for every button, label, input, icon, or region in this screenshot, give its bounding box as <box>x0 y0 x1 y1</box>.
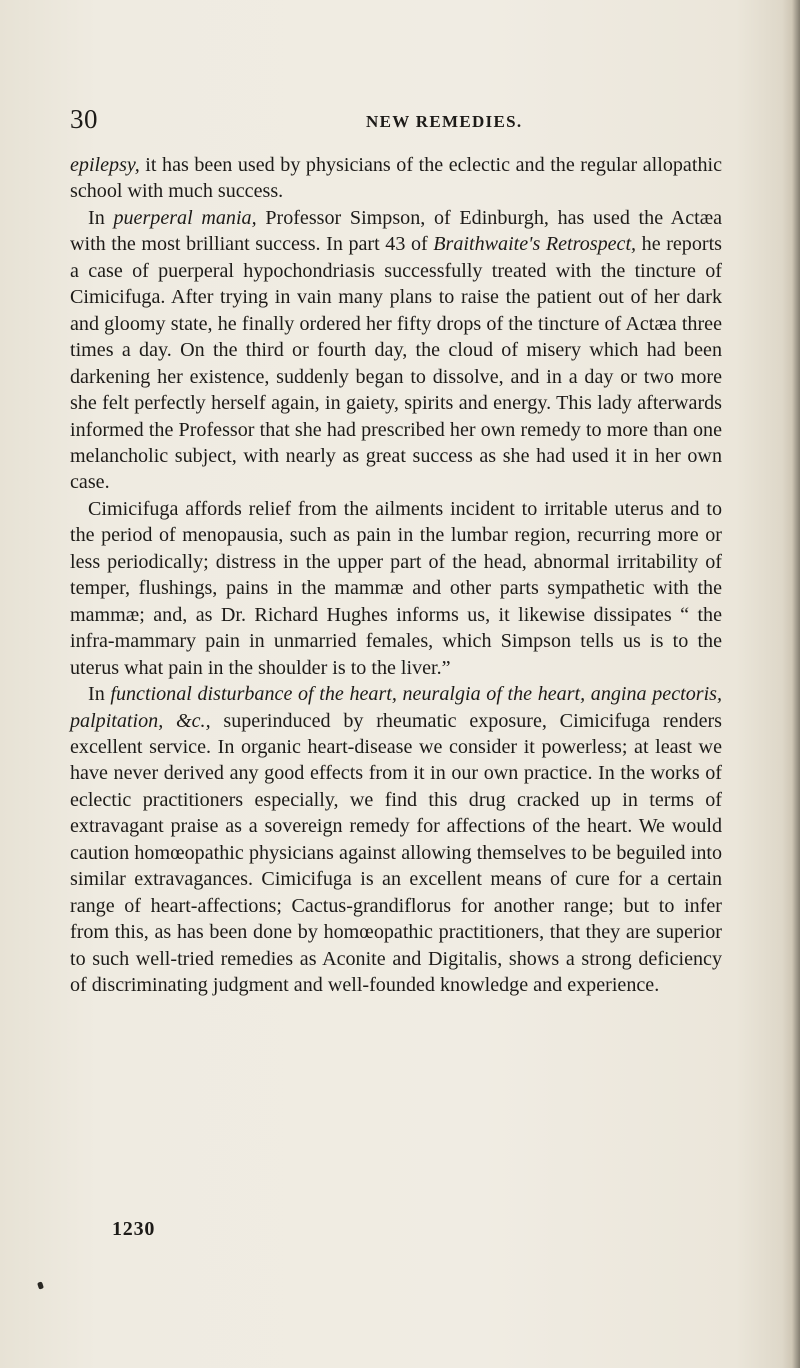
paragraph-text: it has been used by physicians of the eclectic and the regular allopathic school with much success. <box>70 154 722 203</box>
paragraph-text: In <box>88 683 111 706</box>
italic-term-heart: functional disturbance of the heart, neuralgia of the heart, angina pectoris, palpitation, &c., <box>70 683 722 732</box>
paragraph-menopausia <box>70 496 722 681</box>
paragraph-text: Professor Simpson, of Edinburgh, has used the Actæa with the most brilliant success. In part 43 of <box>70 206 723 256</box>
running-head: NEW REMEDIES. <box>366 112 523 131</box>
paragraph-puerperal-mania <box>70 205 722 496</box>
italic-title-retrospect: Braithwaite's Retrospect, <box>433 233 637 256</box>
ink-speck <box>37 1281 44 1289</box>
page-number: 30 <box>70 104 98 134</box>
paragraph-heart <box>70 681 722 998</box>
paragraph-text: Cimicifuga affords relief from the ailments incident to irritable uterus and to the period of menopausia, such as pain in the lumbar region, recurring more or less periodically; distress in the upper part of the head, abnormal irritability of temper, flushings, pains in the mammæ and other parts sympathetic with the mammæ; and, as Dr. Richard Hughes informs us, it likewise dissipates “ the infra-mammary pain in unmarried females, which Simpson tells us is to the uterus what pain in the shoulder is to the liver.” <box>70 497 722 679</box>
paragraph-text: superinduced by rheumatic exposure, Cimicifuga renders excellent service. In organic heart-disease we consider it powerless; at least we have never derived any good effects from it in our own practice. In the works of eclectic practitioners especially, we find this drug cracked up in terms of extravagant praise as a sovereign remedy for affections of the heart. We would caution homœopathic physicians against allowing themselves to be beguiled into similar extravagances. Cimicifuga is an excellent means of cure for a certain range of heart-affections; Cactus-grandiflorus for another range; but to infer from this, as has been done by homœopathic practitioners, that they are superior to such well-tried remedies as Aconite and Digitalis, shows a strong deficiency of discriminating judgment and well-founded knowledge and experience. <box>70 709 722 997</box>
italic-term-epilepsy: epilepsy, <box>70 154 140 176</box>
signature-mark: 1230 <box>112 1218 156 1240</box>
page-header <box>70 104 722 132</box>
paragraph-epilepsy <box>70 152 722 205</box>
paragraph-text: In <box>88 206 114 229</box>
body-text <box>70 152 722 999</box>
page-edge-shadow <box>782 0 800 1368</box>
italic-term-puerperal-mania: puerperal mania, <box>113 206 257 229</box>
paragraph-text: he reports a case of puerperal hypochondriasis successfully treated with the tincture of Cimicifuga. After trying in vain many plans to raise the patient out of her dark and gloomy state, he finally ordered her fifty drops of the tincture of Actæa three times a day. On the third or fourth day, the cloud of misery which had been darkening her existence, suddenly began to dissolve, and in a day or two more she felt perfectly herself again, in gaiety, spirits and energy. This lady afterwards informed the Professor that she had prescribed her own remedy to more than one melancholic subject, with nearly as great success as she had used it in her own case. <box>70 233 722 494</box>
